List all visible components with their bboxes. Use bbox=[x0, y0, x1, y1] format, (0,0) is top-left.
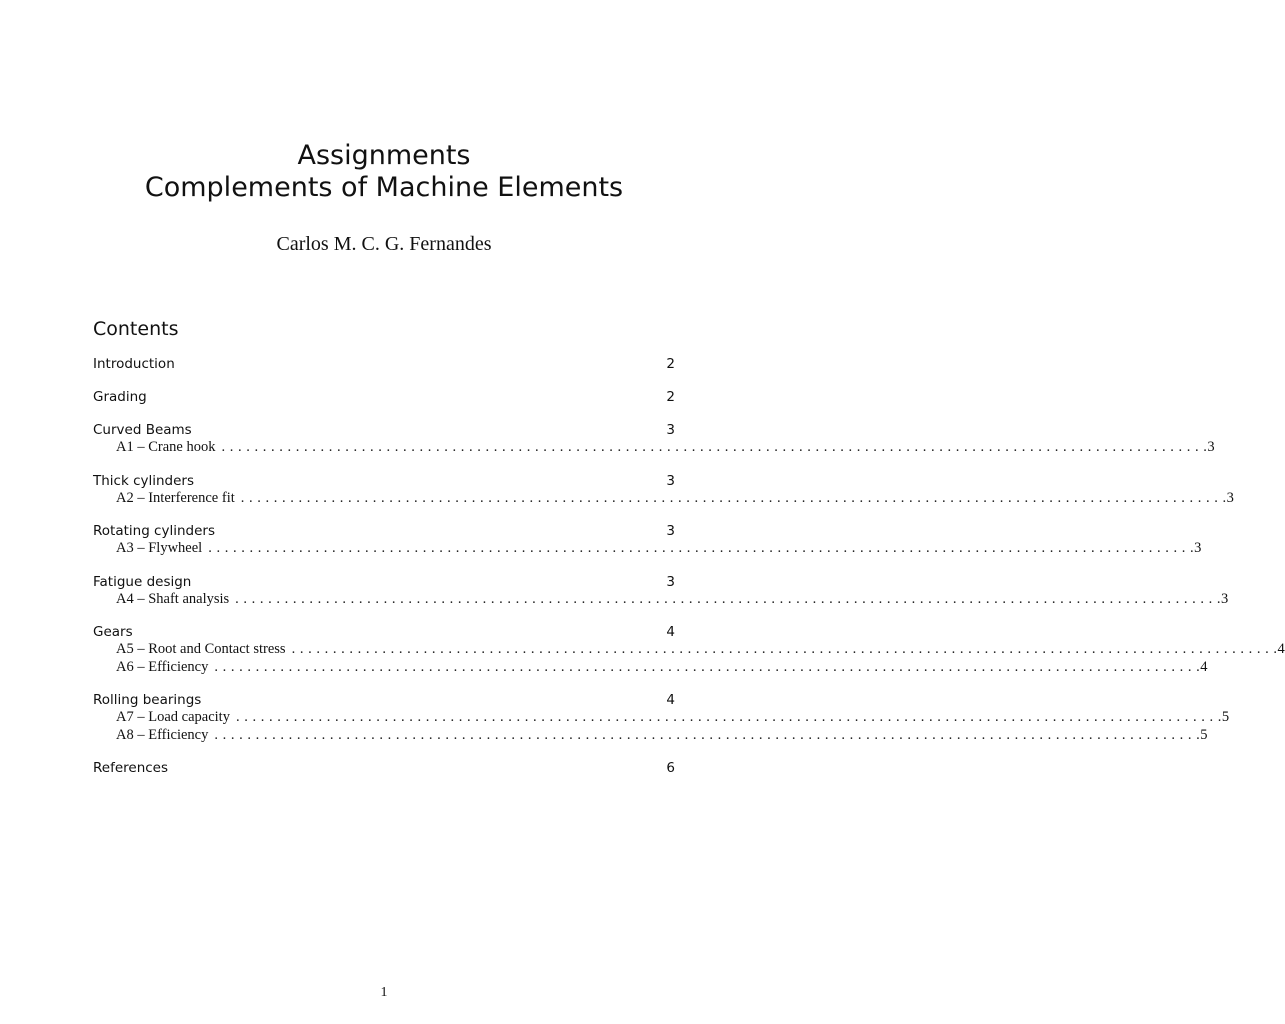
toc-section-page: 3 bbox=[666, 523, 675, 539]
toc-section-gears[interactable] bbox=[93, 623, 1285, 676]
toc-section-label[interactable]: Thick cylinders bbox=[93, 472, 195, 489]
toc-section-references[interactable] bbox=[93, 759, 675, 777]
page-number: 1 bbox=[380, 985, 388, 1000]
toc-section-rotating-cylinders[interactable] bbox=[93, 522, 1202, 558]
toc-entry[interactable] bbox=[93, 641, 1285, 659]
toc-section-page: 3 bbox=[666, 422, 675, 438]
toc-entry-label[interactable]: A5 – Root and Contact stress bbox=[116, 641, 286, 657]
dot-leader: . . . . . . . . . . . . . . . . . . . . . . . . . . . . . . . . . . . . . . . . . . . . . . . . . . . . . . . . . . . . . . . . . . . . . . . . . . . . . . . . . . . . . . . . . . . . . . . . . . . . . . . . . . . . . . . . . . . . . . . . bbox=[208, 540, 1195, 556]
toc-entry[interactable] bbox=[93, 540, 1202, 558]
toc-section-page: 2 bbox=[666, 356, 675, 372]
toc-entry-label[interactable]: A4 – Shaft analysis bbox=[116, 590, 230, 607]
toc-entry-label[interactable]: A7 – Load capacity bbox=[116, 709, 230, 725]
toc-section-page: 2 bbox=[666, 389, 675, 405]
toc-entry[interactable] bbox=[93, 658, 1208, 677]
toc-section-rolling-bearings[interactable] bbox=[93, 691, 1230, 744]
toc-section-page: 6 bbox=[666, 760, 675, 776]
dot-leader: . . . . . . . . . . . . . . . . . . . . . . . . . . . . . . . . . . . . . . . . . . . . . . . . . . . . . . . . . . . . . . . . . . . . . . . . . . . . . . . . . . . . . . . . . . . . . . . . . . . . . . . . . . . . . . . . . . . . . . . . bbox=[291, 641, 1278, 657]
toc-section-page: 3 bbox=[666, 573, 675, 590]
toc-section-label[interactable]: References bbox=[93, 760, 169, 776]
toc-entry-label[interactable]: A3 – Flywheel bbox=[116, 540, 203, 556]
toc-entry[interactable] bbox=[93, 439, 1215, 457]
toc-section-label[interactable]: Rotating cylinders bbox=[93, 523, 215, 539]
toc-section-page: 4 bbox=[666, 624, 675, 640]
dot-leader: . . . . . . . . . . . . . . . . . . . . . . . . . . . . . . . . . . . . . . . . . . . . . . . . . . . . . . . . . . . . . . . . . . . . . . . . . . . . . . . . . . . . . . . . . . . . . . . . . . . . . . . . . . . . . . . . . . . . . . . . bbox=[221, 439, 1208, 455]
toc-entry-page: 3 bbox=[1226, 489, 1234, 506]
dot-leader: . . . . . . . . . . . . . . . . . . . . . . . . . . . . . . . . . . . . . . . . . . . . . . . . . . . . . . . . . . . . . . . . . . . . . . . . . . . . . . . . . . . . . . . . . . . . . . . . . . . . . . . . . . . . . . . . . . . . . . . . bbox=[235, 709, 1222, 725]
toc-section-page: 4 bbox=[666, 692, 675, 708]
toc-section-label[interactable]: Fatigue design bbox=[93, 573, 192, 590]
toc-entry-page: 4 bbox=[1277, 641, 1285, 657]
dot-leader: . . . . . . . . . . . . . . . . . . . . . . . . . . . . . . . . . . . . . . . . . . . . . . . . . . . . . . . . . . . . . . . . . . . . . . . . . . . . . . . . . . . . . . . . . . . . . . . . . . . . . . . . . . . . . . . . . . . . . . . . bbox=[240, 489, 1227, 506]
document-title bbox=[0, 140, 768, 204]
toc-section-fatigue-design[interactable] bbox=[93, 573, 1229, 609]
toc-entry-page: 3 bbox=[1194, 540, 1202, 556]
toc-section-label[interactable]: Rolling bearings bbox=[93, 692, 202, 708]
toc-entry-label[interactable]: A8 – Efficiency bbox=[116, 726, 209, 743]
toc-entry-label[interactable]: A1 – Crane hook bbox=[116, 439, 216, 455]
toc-entry[interactable] bbox=[93, 709, 1230, 727]
toc-entry[interactable] bbox=[93, 590, 1229, 609]
title-line-1: Assignments bbox=[297, 140, 471, 171]
toc-entry-page: 4 bbox=[1200, 658, 1208, 675]
toc-entry[interactable] bbox=[93, 726, 1208, 745]
toc-entry-page: 3 bbox=[1221, 590, 1229, 607]
toc-section-label[interactable]: Introduction bbox=[93, 356, 175, 372]
toc-section-label[interactable]: Gears bbox=[93, 624, 133, 640]
dot-leader: . . . . . . . . . . . . . . . . . . . . . . . . . . . . . . . . . . . . . . . . . . . . . . . . . . . . . . . . . . . . . . . . . . . . . . . . . . . . . . . . . . . . . . . . . . . . . . . . . . . . . . . . . . . . . . . . . . . . . . . . bbox=[214, 658, 1201, 675]
toc-entry-page: 5 bbox=[1221, 709, 1230, 725]
title-line-2: Complements of Machine Elements bbox=[144, 172, 624, 203]
toc-section-introduction[interactable] bbox=[93, 355, 675, 373]
toc-section-thick-cylinders[interactable] bbox=[93, 472, 1234, 508]
toc-section-grading[interactable] bbox=[93, 388, 675, 406]
dot-leader: . . . . . . . . . . . . . . . . . . . . . . . . . . . . . . . . . . . . . . . . . . . . . . . . . . . . . . . . . . . . . . . . . . . . . . . . . . . . . . . . . . . . . . . . . . . . . . . . . . . . . . . . . . . . . . . . . . . . . . . . bbox=[235, 590, 1222, 607]
dot-leader: . . . . . . . . . . . . . . . . . . . . . . . . . . . . . . . . . . . . . . . . . . . . . . . . . . . . . . . . . . . . . . . . . . . . . . . . . . . . . . . . . . . . . . . . . . . . . . . . . . . . . . . . . . . . . . . . . . . . . . . . bbox=[214, 726, 1201, 743]
toc-entry-page: 3 bbox=[1207, 439, 1215, 455]
toc-section-label[interactable]: Grading bbox=[93, 389, 147, 405]
toc-section-curved-beams[interactable] bbox=[93, 421, 1215, 457]
toc-entry[interactable] bbox=[93, 489, 1234, 508]
toc-entry-label[interactable]: A2 – Interference fit bbox=[116, 489, 235, 506]
toc-entry-page: 5 bbox=[1200, 726, 1208, 743]
toc-section-page: 3 bbox=[666, 472, 675, 489]
author-name: Carlos M. C. G. Fernandes bbox=[276, 233, 492, 255]
toc-entry-label[interactable]: A6 – Efficiency bbox=[116, 658, 209, 675]
toc-section-label[interactable]: Curved Beams bbox=[93, 422, 192, 438]
table-of-contents bbox=[93, 355, 1285, 792]
contents-heading: Contents bbox=[93, 318, 179, 340]
